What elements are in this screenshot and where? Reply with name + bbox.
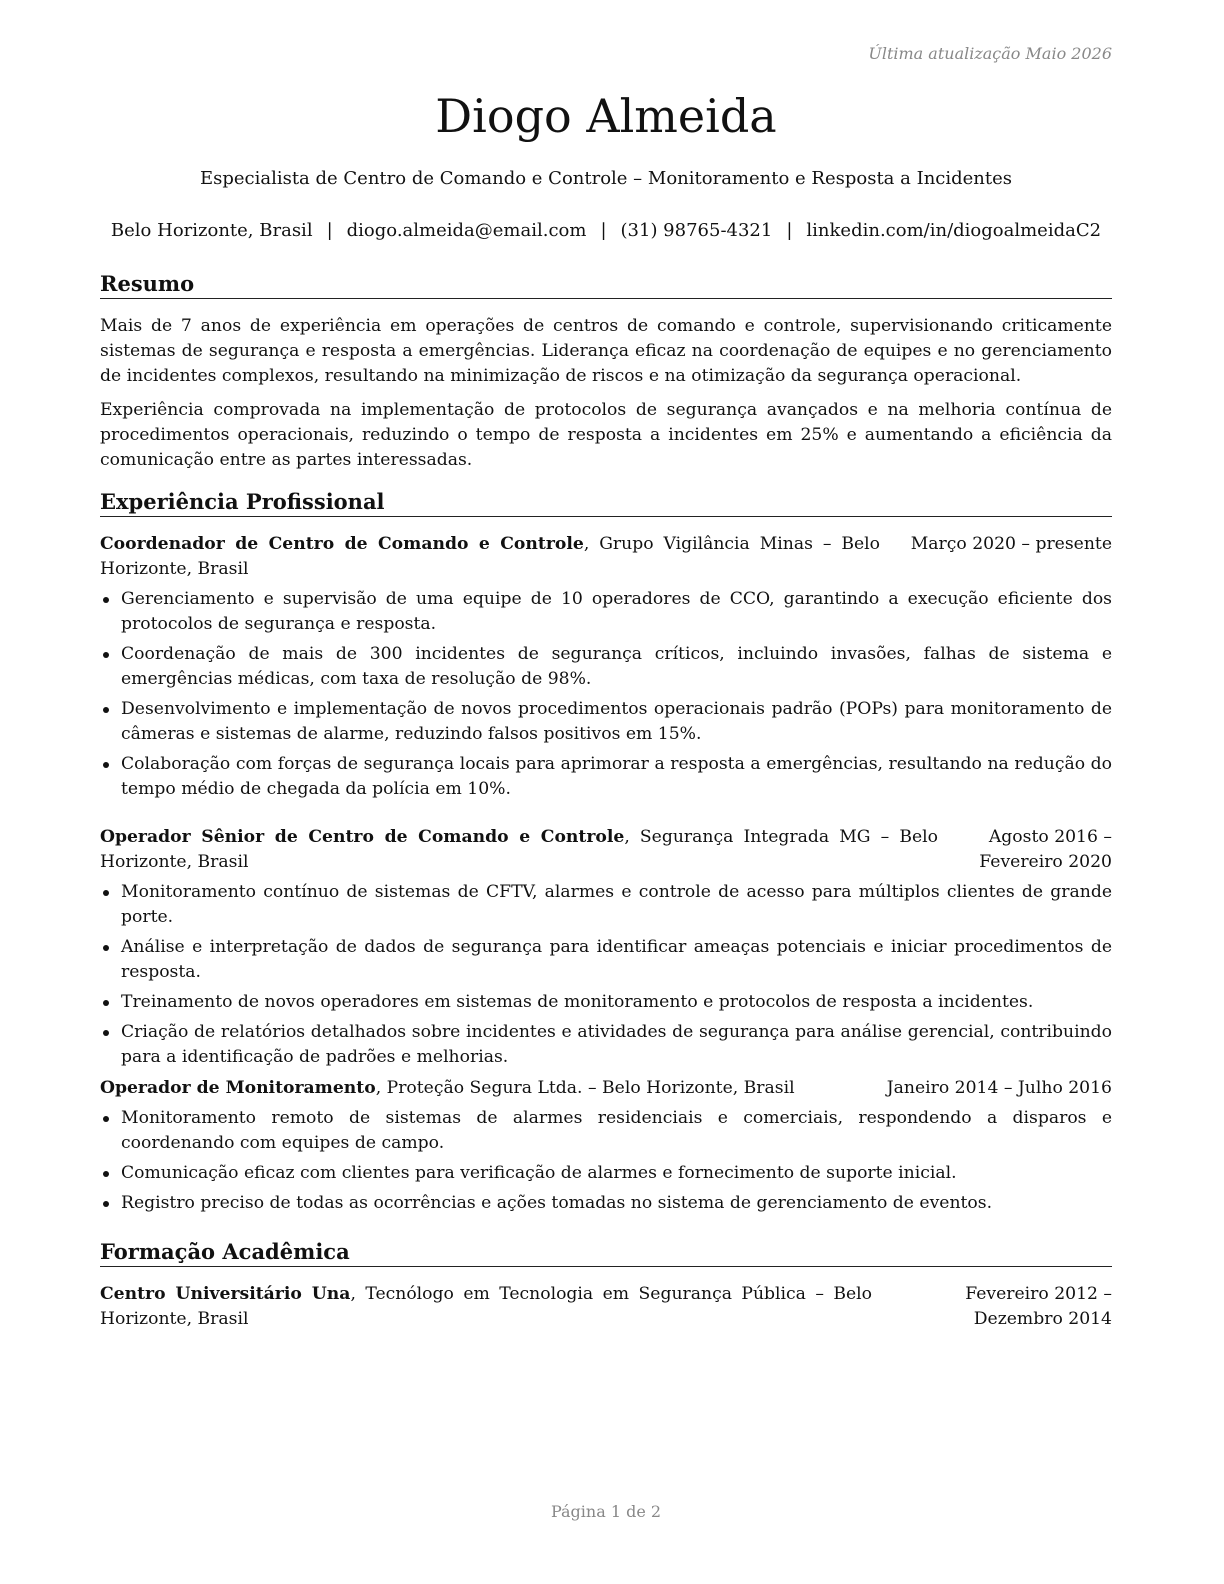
job-dates: Março 2020 – presente xyxy=(910,534,1112,554)
contact-separator: | xyxy=(326,220,333,241)
job-title-line xyxy=(100,825,938,875)
education-section-title: Formação Acadêmica xyxy=(100,1239,1112,1267)
page-number: Página 1 de 2 xyxy=(550,1502,662,1521)
job-header xyxy=(100,825,1112,875)
contact-linkedin[interactable]: linkedin.com/in/diogoalmeidaC2 xyxy=(806,220,1102,241)
contact-separator: | xyxy=(786,220,793,241)
list-item: Monitoramento contínuo de sistemas de CFTV, alarmes e controle de acesso para múltiplos clientes de grande porte. xyxy=(100,880,1112,930)
list-item: Gerenciamento e supervisão de uma equipe de 10 operadores de CCO, garantindo a execução eficiente dos protocolos de segurança e resposta. xyxy=(100,587,1112,637)
education-title-line xyxy=(100,1282,872,1332)
summary-section-title: Resumo xyxy=(100,271,1112,299)
last-update-date: Última atualização Maio 2026 xyxy=(868,44,1112,63)
summary-paragraph: Experiência comprovada na implementação de protocolos de segurança avançados e na melhoria contínua de procedimentos operacionais, reduzindo o tempo de resposta a incidentes em 25% e aumentando a eficiência da comunicação entre as partes interessadas. xyxy=(100,400,1112,470)
candidate-headline: Especialista de Centro de Comando e Controle – Monitoramento e Resposta a Incidentes xyxy=(199,168,1013,189)
list-item: Desenvolvimento e implementação de novos procedimentos operacionais padrão (POPs) para monitoramento de câmeras e sistemas de alarme, reduzindo falsos positivos em 15%. xyxy=(100,697,1112,747)
contact-separator: | xyxy=(600,220,607,241)
resume-page xyxy=(100,0,1112,1584)
job-title-line xyxy=(100,1076,860,1101)
contact-location: Belo Horizonte, Brasil xyxy=(110,220,313,241)
job-header xyxy=(100,532,1112,582)
education-degree: , Tecnólogo em Tecnologia em Segurança Pública – Belo Horizonte, Brasil xyxy=(100,1284,872,1329)
candidate-name: Diogo Almeida xyxy=(435,89,777,143)
job-title-line xyxy=(100,532,880,582)
contact-email[interactable]: diogo.almeida@email.com xyxy=(346,220,587,241)
summary-paragraph: Mais de 7 anos de experiência em operações de centros de comando e controle, supervisionando criticamente sistemas de segurança e resposta a emergências. Liderança eficaz na coordenação de equipes e no gerenciamento de incidentes complexos, resultando na minimização de riscos e na otimização da segurança operacional. xyxy=(100,316,1112,386)
education-institution: Centro Universitário Una xyxy=(100,1284,351,1304)
education-dates: Fevereiro 2012 – Dezembro 2014 xyxy=(965,1284,1112,1329)
job-role: Operador Sênior de Centro de Comando e Controle xyxy=(100,827,625,847)
contact-line xyxy=(100,219,1112,243)
job-header xyxy=(100,1076,1112,1101)
list-item: Colaboração com forças de segurança locais para aprimorar a resposta a emergências, resultando na redução do tempo médio de chegada da polícia em 10%. xyxy=(100,752,1112,802)
job-bullet-list xyxy=(100,1106,1112,1221)
job-bullet-list xyxy=(100,587,1112,807)
list-item: Treinamento de novos operadores em sistemas de monitoramento e protocolos de resposta a incidentes. xyxy=(100,990,1112,1015)
list-item: Monitoramento remoto de sistemas de alarmes residenciais e comerciais, respondendo a disparos e coordenando com equipes de campo. xyxy=(100,1106,1112,1156)
contact-phone: (31) 98765-4321 xyxy=(620,220,773,241)
job-company: , Grupo Vigilância Minas – Belo Horizonte, Brasil xyxy=(100,534,880,579)
experience-section-title: Experiência Profissional xyxy=(100,489,1112,517)
job-dates: Janeiro 2014 – Julho 2016 xyxy=(886,1078,1112,1098)
job-company: , Proteção Segura Ltda. – Belo Horizonte, Brasil xyxy=(375,1078,795,1098)
job-role: Operador de Monitoramento xyxy=(100,1078,376,1098)
list-item: Análise e interpretação de dados de segurança para identificar ameaças potenciais e iniciar procedimentos de resposta. xyxy=(100,935,1112,985)
list-item: Comunicação eficaz com clientes para verificação de alarmes e fornecimento de suporte inicial. xyxy=(100,1161,1112,1186)
job-company: , Segurança Integrada MG – Belo Horizonte, Brasil xyxy=(100,827,938,872)
list-item: Registro preciso de todas as ocorrências e ações tomadas no sistema de gerenciamento de eventos. xyxy=(100,1191,1112,1216)
list-item: Coordenação de mais de 300 incidentes de segurança críticos, incluindo invasões, falhas de sistema e emergências médicas, com taxa de resolução de 98%. xyxy=(100,642,1112,692)
job-role: Coordenador de Centro de Comando e Controle xyxy=(100,534,584,554)
job-dates: Agosto 2016 – Fevereiro 2020 xyxy=(979,827,1112,872)
list-item: Criação de relatórios detalhados sobre incidentes e atividades de segurança para análise gerencial, contribuindo para a identificação de padrões e melhorias. xyxy=(100,1020,1112,1070)
job-bullet-list xyxy=(100,880,1112,1075)
education-entry xyxy=(100,1282,1112,1332)
